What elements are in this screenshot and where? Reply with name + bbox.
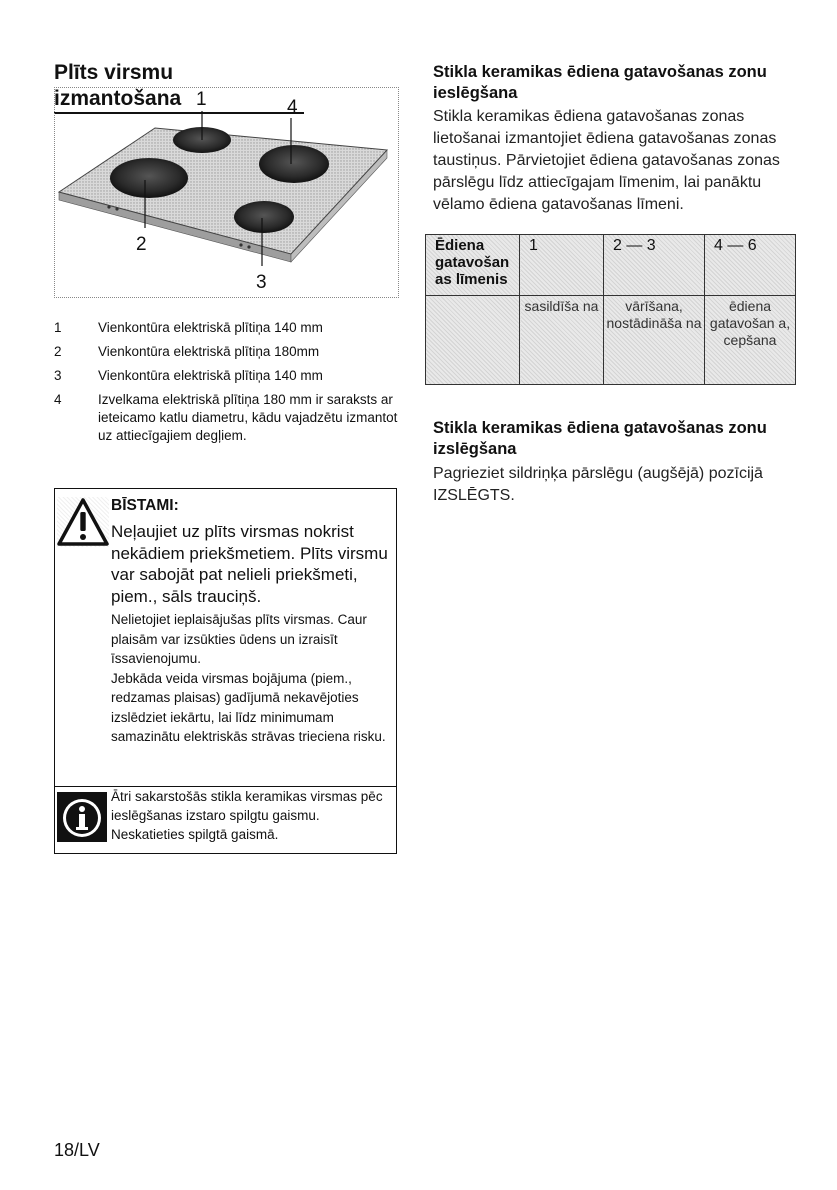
figure-label-2: 2: [136, 234, 147, 255]
warning-lead-paragraph: Neļaujiet uz plīts virsmas nokrist nekādiem priekšmetiem. Plīts virsmu var sabojāt pat nelieli priekšmeti, piem., sāls trauciņš.: [111, 522, 388, 606]
warning-paragraph: Jebkāda veida virsmas bojājuma (piem., redzamas plaisas) gadījumā nekavējoties izslēdziet iekārtu, lai līdz minimumam samazinātu elektriskās strāvas trieciena risku.: [111, 670, 386, 744]
table-header-cell: 2 — 3: [604, 235, 705, 296]
cooktop-figure: [54, 87, 399, 298]
table-cell: vārīšana, nostādināša na: [604, 296, 705, 385]
page-number: 18/LV: [54, 1140, 100, 1160]
table-cell: ēdiena gatavošan a, cepšana: [705, 296, 796, 385]
legend-text: Izvelkama elektriskā plītiņa 180 mm ir saraksts ar ieteicamo katlu diametru, kādu vajadzētu izmantot uz attiecīgajiem degļiem.: [98, 392, 398, 443]
warning-triangle-icon: [57, 497, 109, 547]
info-icon: [57, 792, 107, 842]
zone-legend: [54, 319, 399, 445]
switch-on-text: Stikla keramikas ēdiena gatavošanas zonas lietošanai izmantojiet ēdiena gatavošanas zonas taustiņus. Pārvietojiet ēdiena gatavošanas zonas pārslēgu līdz attiecīgajam līmenim, lai panāktu vēlamo ēdiena gatavošanas līmeni.: [433, 108, 780, 213]
table-cell: [426, 296, 520, 385]
legend-text: Vienkontūra elektriskā plītiņa 180mm: [98, 344, 320, 359]
warning-paragraph: Nelietojiet ieplaisājušas plīts virsmas. Caur plaisām var izsūkties ūdens un izraisīt īssavienojumu.: [111, 612, 367, 666]
warning-body-text: [111, 610, 393, 747]
cooking-levels-table: [425, 234, 796, 385]
figure-label-3: 3: [256, 272, 267, 293]
legend-item: [54, 319, 399, 337]
legend-item: [54, 391, 399, 445]
figure-label-1: 1: [196, 89, 207, 110]
section-title: Plīts virsmu izmantošana: [54, 60, 304, 114]
legend-text: Vienkontūra elektriskā plītiņa 140 mm: [98, 320, 323, 335]
legend-item: [54, 367, 399, 385]
figure-label-4: 4: [287, 97, 298, 118]
table-cell: sasildīša na: [520, 296, 604, 385]
warning-box: [54, 488, 397, 854]
legend-number: 4: [54, 392, 62, 407]
warning-heading: BĪSTAMI:: [111, 497, 179, 514]
legend-item: [54, 343, 399, 361]
cooktop-illustration: [55, 88, 398, 297]
table-header-row: [426, 235, 796, 296]
switch-on-heading: Stikla keramikas ēdiena gatavošanas zonu ieslēgšana: [433, 63, 767, 102]
warning-lead-text: [111, 521, 393, 607]
table-header-cell: 4 — 6: [705, 235, 796, 296]
legend-number: 2: [54, 344, 62, 359]
legend-number: 1: [54, 320, 62, 335]
legend-number: 3: [54, 368, 62, 383]
table-row: [426, 296, 796, 385]
switch-off-heading: Stikla keramikas ēdiena gatavošanas zonu izslēgšana: [433, 419, 767, 458]
table-header-cell: 1: [520, 235, 604, 296]
info-text: Ātri sakarstošās stikla keramikas virsmas pēc ieslēgšanas izstaro spilgtu gaismu. Neskatieties spilgtā gaismā.: [111, 789, 383, 842]
switch-off-text: Pagrieziet sildriņķa pārslēgu (augšējā) pozīcijā IZSLĒGTS.: [433, 465, 763, 504]
table-header-cell: Ēdiena gatavošan as līmenis: [426, 235, 520, 296]
legend-text: Vienkontūra elektriskā plītiņa 140 mm: [98, 368, 323, 383]
